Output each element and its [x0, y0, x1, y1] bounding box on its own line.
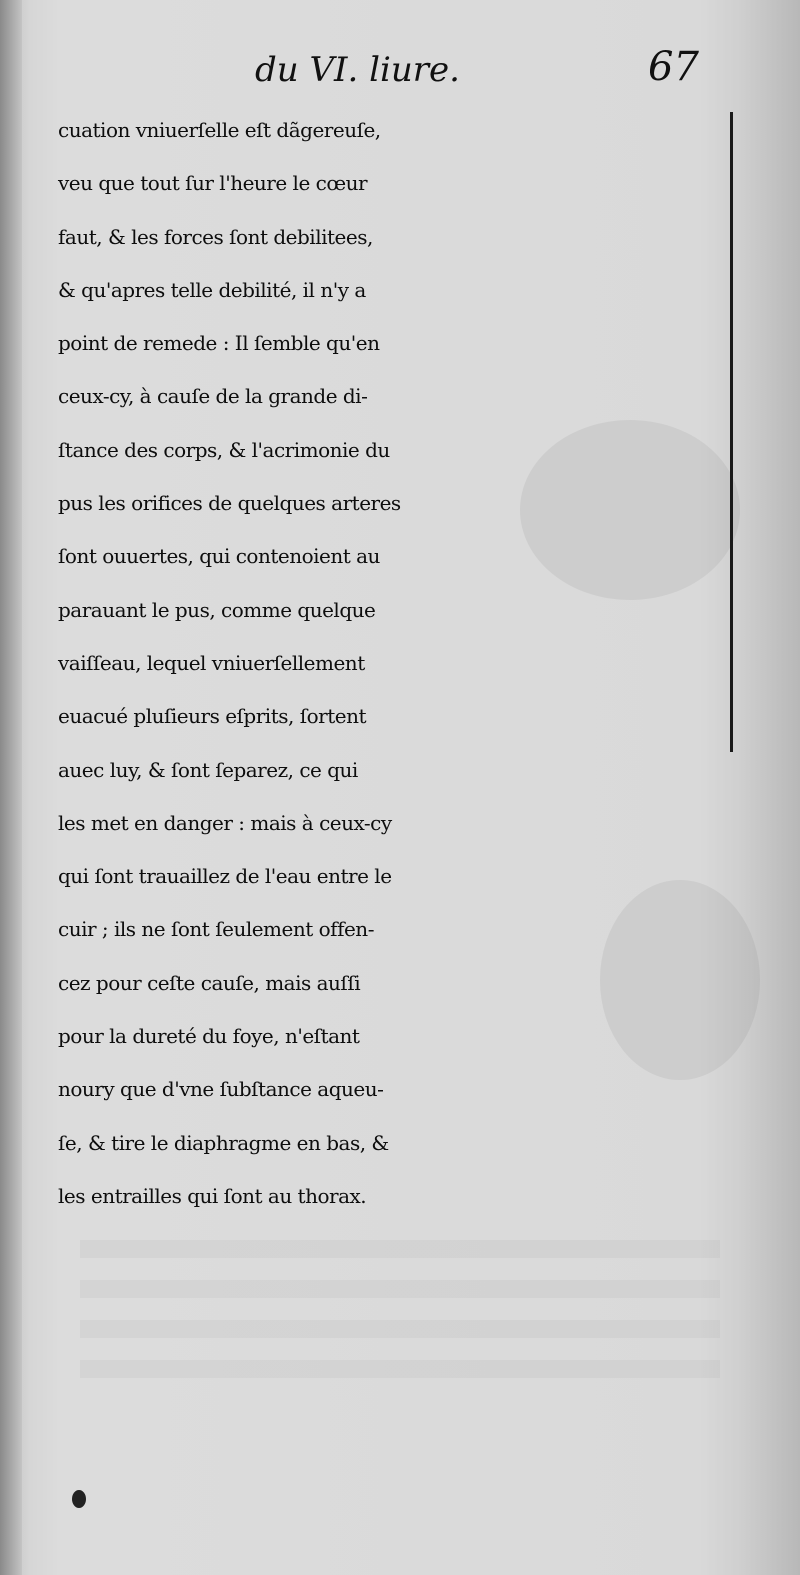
body-text [58, 104, 728, 1223]
text-line: les entrailles qui ſont au thorax. [58, 1183, 367, 1208]
text-line: veu que tout ſur l'heure le cœur [58, 171, 368, 196]
text-line: qui ſont trauaillez de l'eau entre le [58, 864, 392, 889]
page-header [60, 42, 710, 102]
running-head: du VI. liure. [255, 50, 460, 90]
text-line: pus les orifices de quelques arteres [58, 491, 401, 516]
text-line: vaiſſeau, lequel vniuerſellement [58, 650, 365, 675]
text-line: ſtance des corps, & l'acrimonie du [58, 437, 390, 462]
text-line: point de remede : Il ſemble qu'en [58, 331, 380, 356]
text-line: cuation vniuerſelle eſt dãgereuſe, [58, 118, 381, 142]
ink-speck [72, 1490, 86, 1508]
text-line: ceux-cy, à cauſe de la grande di- [58, 384, 368, 409]
margin-rule [730, 112, 733, 752]
text-line: faut, & les forces ſont debilitees, [58, 224, 373, 249]
bleed-through-text [80, 1240, 720, 1400]
text-line: noury que d'vne ſubſtance aqueu- [58, 1077, 384, 1102]
page-edge-shadow [0, 0, 22, 1575]
text-line: pour la dureté du foye, n'eſtant [58, 1024, 360, 1049]
text-line: ſont ouuertes, qui contenoient au [58, 544, 380, 569]
text-line: les met en danger : mais à ceux-cy [58, 810, 392, 835]
page-number: 67 [648, 44, 699, 90]
text-line: ſe, & tire le diaphragme en bas, & [58, 1130, 389, 1155]
text-line: cuir ; ils ne ſont ſeulement offen- [58, 917, 374, 942]
text-line: & qu'apres telle debilité, il n'y a [58, 277, 366, 302]
text-line: euacué pluſieurs eſprits, ſortent [58, 704, 367, 729]
text-line: cez pour ceſte cauſe, mais auſſi [58, 970, 361, 995]
text-line: auec luy, & ſont ſeparez, ce qui [58, 757, 358, 782]
text-line: parauant le pus, comme quelque [58, 597, 376, 622]
